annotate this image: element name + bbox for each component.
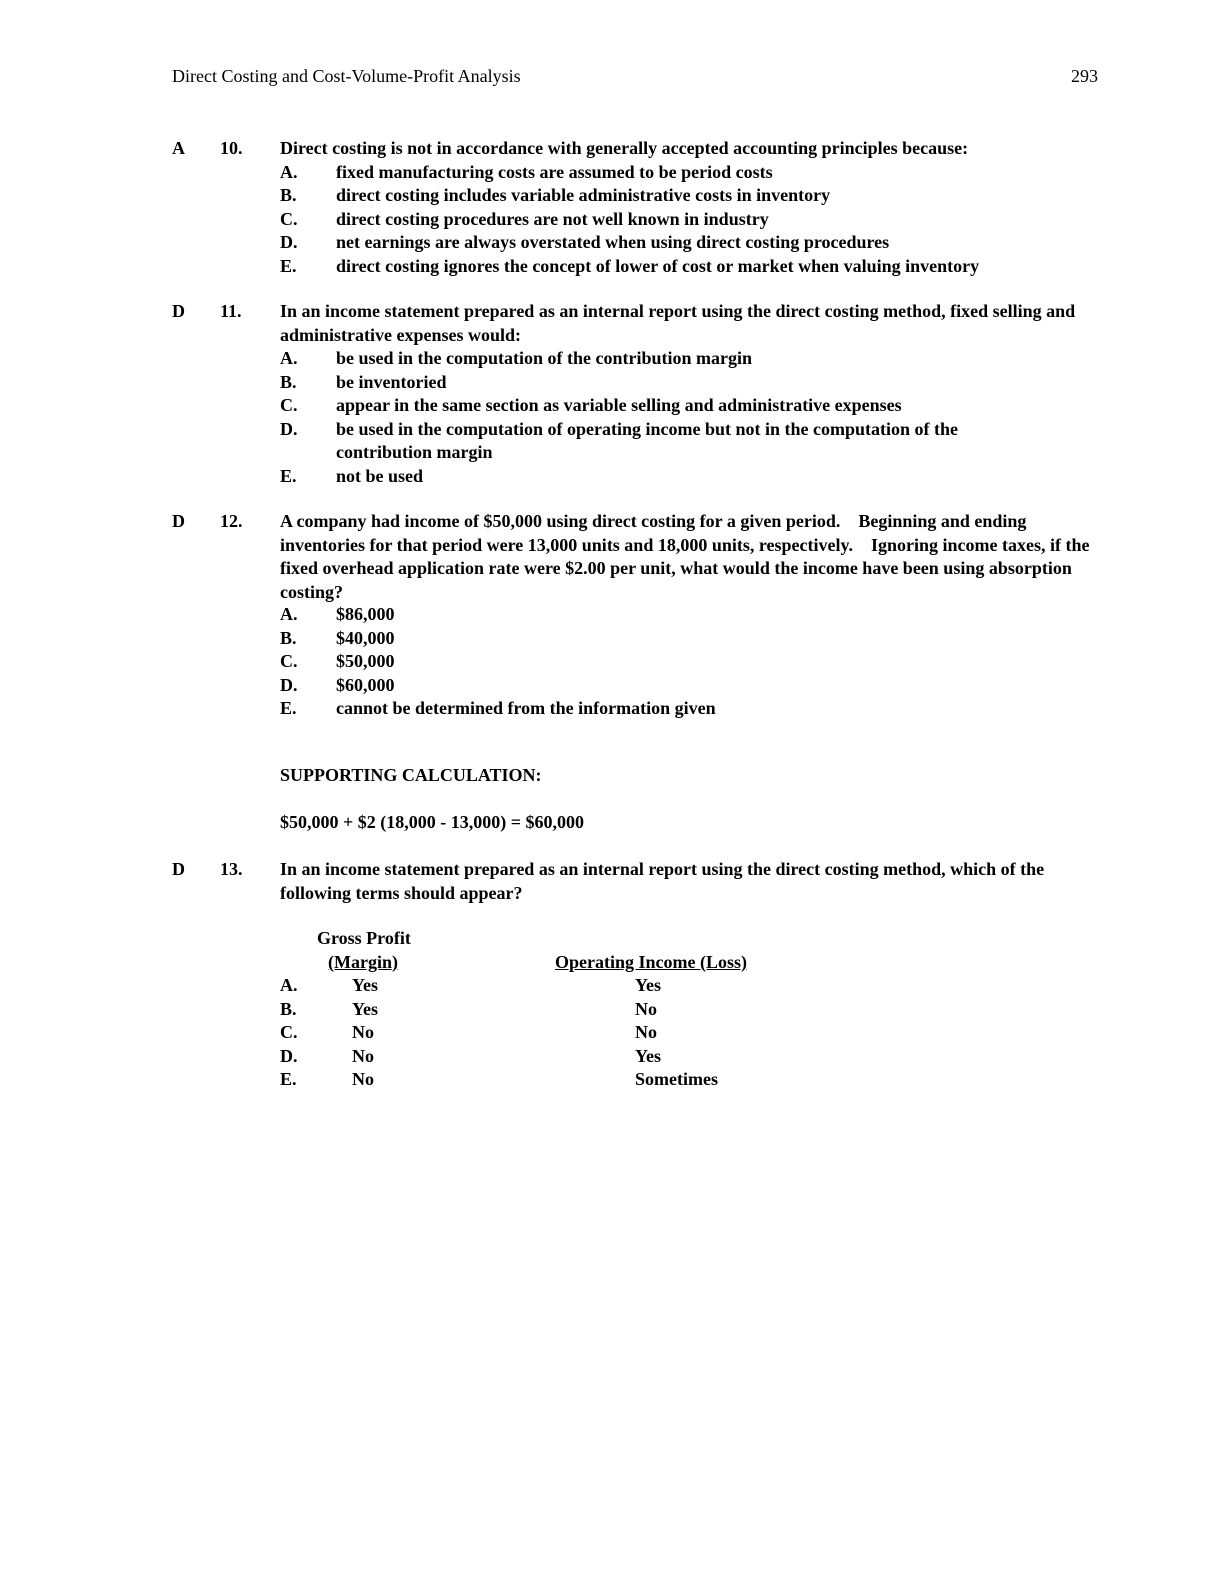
gross-profit-cell: No <box>352 1022 374 1042</box>
gross-profit-cell: Yes <box>352 998 378 1019</box>
column-header-margin: (Margin) <box>328 952 398 972</box>
row-letter: D. <box>280 1045 298 1066</box>
chapter-title: Direct Costing and Cost-Volume-Profit Analysis <box>172 66 521 86</box>
option-d <box>280 231 1095 255</box>
operating-income-cell: Yes <box>635 975 661 995</box>
option-d <box>280 674 1095 698</box>
option-text: be used in the computation of operating income but not in the computation of the contribution margin <box>336 418 959 462</box>
option-c <box>280 394 1095 418</box>
page-header <box>172 66 1098 90</box>
question-stem: A company had income of $50,000 using direct costing for a given period. Beginning and ending inventories for that period were 13,000 units and 18,000 units, respectively. Ignoring income taxes, if the fixed overhead application rate were $2.00 per unit, what would the income have been using absorption costing? <box>280 511 1094 602</box>
option-c <box>280 650 1095 674</box>
table-row <box>280 1068 880 1091</box>
option-text: be inventoried <box>336 371 447 392</box>
option-text: direct costing ignores the concept of lower of cost or market when valuing inventory <box>336 255 980 276</box>
supporting-calculation-heading: SUPPORTING CALCULATION: <box>280 765 542 785</box>
row-letter: E. <box>280 1069 297 1089</box>
option-text: appear in the same section as variable selling and administrative expenses <box>336 395 902 415</box>
option-text: direct costing procedures are not well known in industry <box>336 208 769 229</box>
option-text: $40,000 <box>336 627 395 648</box>
option-a <box>280 161 1095 185</box>
option-list <box>280 603 1095 721</box>
option-a <box>280 603 1095 627</box>
option-letter: A. <box>280 348 298 368</box>
question-number: 10. <box>220 138 243 158</box>
answer-table <box>280 927 880 1107</box>
option-text: fixed manufacturing costs are assumed to be period costs <box>336 161 773 182</box>
question-number: 12. <box>220 511 243 531</box>
option-e <box>280 697 1095 721</box>
question-number: 11. <box>220 301 242 321</box>
operating-income-cell: Sometimes <box>635 1069 718 1089</box>
gross-profit-cell: No <box>352 1069 374 1089</box>
option-a <box>280 347 1095 371</box>
option-d <box>280 418 1095 465</box>
option-c <box>280 208 1095 232</box>
row-letter: C. <box>280 1022 298 1042</box>
operating-income-cell: No <box>635 998 657 1019</box>
row-letter: B. <box>280 998 297 1019</box>
operating-income-cell: No <box>635 1022 657 1042</box>
option-text: not be used <box>336 465 424 486</box>
option-text: $60,000 <box>336 674 395 695</box>
question-number: 13. <box>220 859 243 879</box>
option-list <box>280 161 1095 279</box>
option-letter: B. <box>280 185 297 205</box>
option-text: net earnings are always overstated when using direct costing procedures <box>336 232 890 252</box>
table-row <box>280 1021 880 1044</box>
option-b <box>280 627 1095 651</box>
option-list <box>280 347 1095 488</box>
answer-key: D <box>172 301 185 321</box>
option-letter: B. <box>280 627 297 648</box>
option-letter: D. <box>280 418 298 439</box>
option-letter: E. <box>280 698 297 718</box>
option-letter: B. <box>280 371 297 392</box>
option-letter: A. <box>280 161 298 182</box>
option-text: be used in the computation of the contribution margin <box>336 348 753 368</box>
table-row <box>280 1045 880 1068</box>
column-header-operating-income: Operating Income (Loss) <box>555 952 747 972</box>
option-letter: C. <box>280 651 298 671</box>
table-row <box>280 998 880 1021</box>
table-row <box>280 974 880 997</box>
row-letter: A. <box>280 975 298 995</box>
option-letter: D. <box>280 674 298 695</box>
column-header-gross-profit: Gross Profit <box>317 928 411 948</box>
option-letter: D. <box>280 232 298 252</box>
option-letter: E. <box>280 465 297 486</box>
question-stem: Direct costing is not in accordance with generally accepted accounting principles because: <box>280 138 969 158</box>
option-e <box>280 255 1095 279</box>
option-letter: A. <box>280 604 298 624</box>
option-b <box>280 371 1095 395</box>
option-text: direct costing includes variable administrative costs in inventory <box>336 185 831 205</box>
gross-profit-cell: No <box>352 1045 374 1066</box>
question-stem: In an income statement prepared as an internal report using the direct costing method, fixed selling and administrative expenses would: <box>280 301 1076 345</box>
option-letter: C. <box>280 208 298 229</box>
option-text: $50,000 <box>336 651 395 671</box>
operating-income-cell: Yes <box>635 1045 661 1066</box>
gross-profit-cell: Yes <box>352 975 378 995</box>
option-text: $86,000 <box>336 604 395 624</box>
question-stem: In an income statement prepared as an internal report using the direct costing method, which of the following terms should appear? <box>280 859 1045 903</box>
answer-key: A <box>172 138 185 158</box>
option-e <box>280 465 1095 489</box>
option-b <box>280 184 1095 208</box>
answer-key: D <box>172 859 185 879</box>
answer-key: D <box>172 511 185 531</box>
option-letter: C. <box>280 395 298 415</box>
option-text: cannot be determined from the information given <box>336 698 716 718</box>
supporting-calculation: $50,000 + $2 (18,000 - 13,000) = $60,000 <box>280 812 584 832</box>
page-number: 293 <box>1071 66 1098 86</box>
option-letter: E. <box>280 255 297 276</box>
